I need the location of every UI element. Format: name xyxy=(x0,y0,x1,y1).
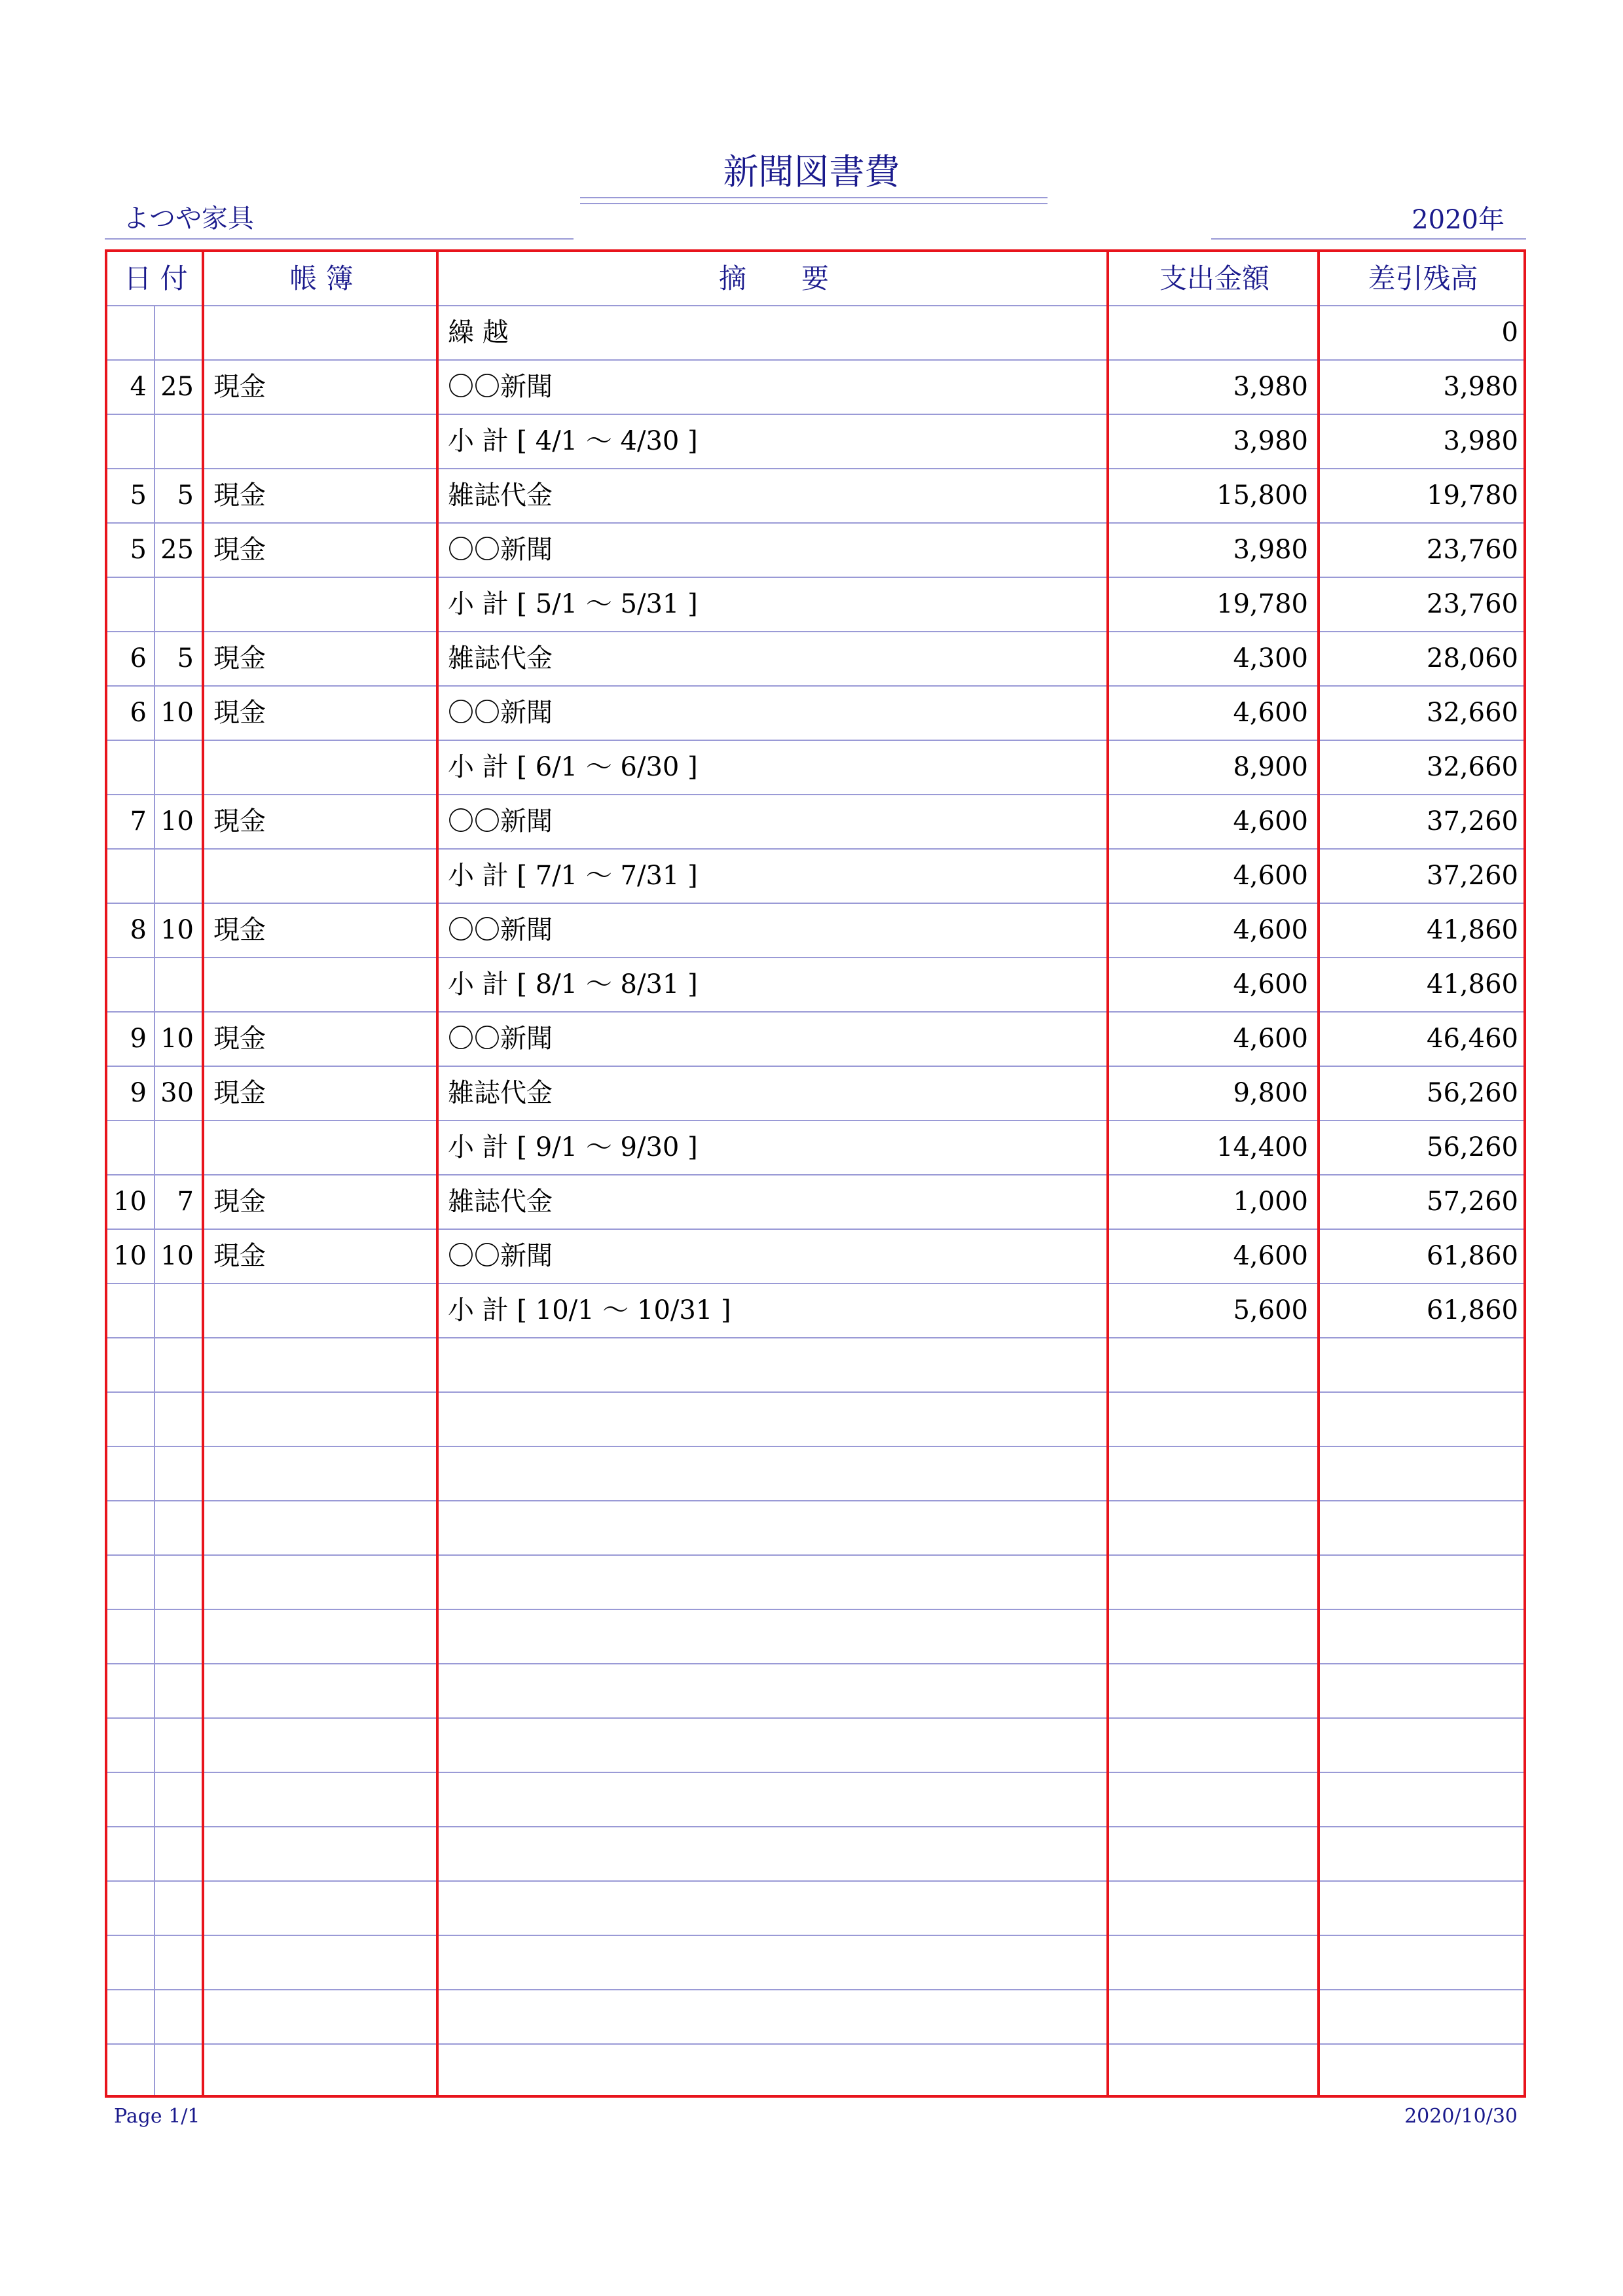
cell-amount xyxy=(1109,1936,1317,1989)
cell-month: 5 xyxy=(130,535,147,565)
cell-amount: 4,600 xyxy=(1233,969,1308,999)
cell-balance xyxy=(1320,1393,1526,1446)
cell-book xyxy=(204,1447,436,1500)
day-divider xyxy=(154,306,155,2095)
cell-balance: 28,060 xyxy=(1427,643,1518,673)
table-row xyxy=(107,958,1523,1013)
cell-amount: 4,300 xyxy=(1233,643,1308,673)
cell-day xyxy=(155,1284,202,1337)
table-row xyxy=(107,578,1523,632)
header-amount: 支出金額 xyxy=(1159,262,1269,295)
cell-book xyxy=(204,1990,436,2043)
cell-book xyxy=(204,306,436,359)
cell-balance: 32,660 xyxy=(1427,752,1518,782)
cell-month xyxy=(107,1882,155,1935)
cell-balance: 37,260 xyxy=(1427,806,1518,836)
cell-day: 10 xyxy=(160,1024,194,1054)
cell-amount xyxy=(1109,1556,1317,1609)
cell-day: 25 xyxy=(160,372,194,402)
table-row xyxy=(107,1556,1523,1610)
cell-balance xyxy=(1320,1556,1526,1609)
cell-balance: 41,860 xyxy=(1427,969,1518,999)
cell-day: 5 xyxy=(177,480,194,511)
cell-amount: 3,980 xyxy=(1233,535,1308,565)
cell-amount xyxy=(1109,306,1317,359)
cell-month: 9 xyxy=(130,1078,147,1108)
cell-description: 小 計 [ 4/1 ～ 4/30 ] xyxy=(448,426,698,456)
table-row xyxy=(107,904,1523,958)
cell-amount xyxy=(1109,1610,1317,1663)
cell-month xyxy=(107,1610,155,1663)
cell-day xyxy=(155,578,202,631)
cell-description: 〇〇新聞 xyxy=(448,372,553,402)
cell-balance: 56,260 xyxy=(1427,1132,1518,1162)
cell-book: 現金 xyxy=(213,1241,266,1271)
cell-balance: 46,460 xyxy=(1427,1024,1518,1054)
cell-month: 6 xyxy=(130,698,147,728)
cell-book xyxy=(204,578,436,631)
cell-day xyxy=(155,1447,202,1500)
table-row xyxy=(107,1393,1523,1447)
cell-balance: 0 xyxy=(1501,317,1518,348)
cell-month xyxy=(107,1719,155,1772)
cell-amount: 4,600 xyxy=(1233,1024,1308,1054)
cell-day xyxy=(155,1827,202,1880)
cell-balance: 61,860 xyxy=(1427,1295,1518,1325)
cell-amount: 4,600 xyxy=(1233,915,1308,945)
print-date: 2020/10/30 xyxy=(1404,2105,1518,2128)
cell-day xyxy=(155,1556,202,1609)
table-row xyxy=(107,1610,1523,1664)
cell-day xyxy=(155,306,202,359)
date-column-divider xyxy=(202,252,204,2095)
cell-balance: 41,860 xyxy=(1427,915,1518,945)
cell-day xyxy=(155,415,202,468)
cell-amount xyxy=(1109,1338,1317,1391)
cell-month xyxy=(107,1338,155,1391)
cell-month xyxy=(107,578,155,631)
cell-month xyxy=(107,1936,155,1989)
cell-description: 雑誌代金 xyxy=(448,480,553,511)
table-row xyxy=(107,1338,1523,1393)
fiscal-year: 2020年 xyxy=(1412,205,1504,235)
cell-book: 現金 xyxy=(213,915,266,945)
cell-day xyxy=(155,1338,202,1391)
cell-balance xyxy=(1320,1664,1526,1717)
cell-balance: 37,260 xyxy=(1427,861,1518,891)
table-row xyxy=(107,632,1523,687)
cell-description xyxy=(439,1393,1108,1446)
table-row xyxy=(107,1447,1523,1501)
cell-amount: 8,900 xyxy=(1233,752,1308,782)
cell-amount: 3,980 xyxy=(1233,426,1308,456)
cell-book xyxy=(204,1719,436,1772)
cell-day xyxy=(155,1501,202,1554)
cell-balance: 19,780 xyxy=(1427,480,1518,511)
cell-amount: 4,600 xyxy=(1233,698,1308,728)
cell-description: 小 計 [ 6/1 ～ 6/30 ] xyxy=(448,752,698,782)
cell-description xyxy=(439,1338,1108,1391)
cell-description: 小 計 [ 10/1 ～ 10/31 ] xyxy=(448,1295,731,1325)
cell-day: 10 xyxy=(160,1241,194,1271)
cell-month: 6 xyxy=(130,643,147,673)
cell-month: 4 xyxy=(130,372,147,402)
table-row xyxy=(107,306,1523,361)
table-row xyxy=(107,1936,1523,1990)
cell-book: 現金 xyxy=(213,535,266,565)
cell-day: 7 xyxy=(177,1187,194,1217)
amount-column-divider xyxy=(1317,252,1320,2095)
cell-month xyxy=(107,958,155,1011)
cell-description xyxy=(439,1827,1108,1880)
cell-balance xyxy=(1320,1610,1526,1663)
table-row xyxy=(107,469,1523,524)
cell-month xyxy=(107,741,155,794)
header-balance: 差引残高 xyxy=(1368,262,1478,295)
cell-book: 現金 xyxy=(213,698,266,728)
table-row xyxy=(107,1175,1523,1230)
cell-day xyxy=(155,1610,202,1663)
company-name: よつや家具 xyxy=(123,204,254,234)
cell-month: 9 xyxy=(130,1024,147,1054)
cell-book xyxy=(204,741,436,794)
cell-description xyxy=(439,1936,1108,1989)
cell-month xyxy=(107,850,155,903)
cell-description: 〇〇新聞 xyxy=(448,806,553,836)
cell-day xyxy=(155,850,202,903)
cell-month: 5 xyxy=(130,480,147,511)
page-title: 新聞図書費 xyxy=(723,151,900,192)
cell-day xyxy=(155,1936,202,1989)
cell-month xyxy=(107,1501,155,1554)
cell-description: 小 計 [ 5/1 ～ 5/31 ] xyxy=(448,589,698,619)
cell-amount xyxy=(1109,1664,1317,1717)
cell-description: 雑誌代金 xyxy=(448,1187,553,1217)
table-row xyxy=(107,1990,1523,2045)
description-column-divider xyxy=(1106,252,1109,2095)
cell-amount xyxy=(1109,1447,1317,1500)
table-row xyxy=(107,795,1523,850)
cell-book: 現金 xyxy=(213,643,266,673)
cell-month: 10 xyxy=(113,1187,147,1217)
header-description: 摘 要 xyxy=(718,262,829,295)
cell-month xyxy=(107,1773,155,1826)
cell-month xyxy=(107,306,155,359)
cell-book xyxy=(204,1827,436,1880)
cell-description: 小 計 [ 7/1 ～ 7/31 ] xyxy=(448,861,698,891)
cell-description: 小 計 [ 9/1 ～ 9/30 ] xyxy=(448,1132,698,1162)
table-row xyxy=(107,1719,1523,1773)
cell-description: 〇〇新聞 xyxy=(448,915,553,945)
cell-month xyxy=(107,1990,155,2043)
table-row xyxy=(107,415,1523,469)
header-book: 帳 簿 xyxy=(289,262,354,295)
cell-description xyxy=(439,1773,1108,1826)
cell-book xyxy=(204,1393,436,1446)
cell-balance xyxy=(1320,1827,1526,1880)
company-underline xyxy=(105,238,574,240)
cell-month xyxy=(107,1121,155,1174)
cell-amount: 3,980 xyxy=(1233,372,1308,402)
cell-book xyxy=(204,1501,436,1554)
cell-description: 雑誌代金 xyxy=(448,643,553,673)
table-row xyxy=(107,687,1523,741)
cell-amount: 4,600 xyxy=(1233,1241,1308,1271)
cell-balance xyxy=(1320,1990,1526,2043)
cell-day xyxy=(155,1121,202,1174)
cell-book: 現金 xyxy=(213,372,266,402)
cell-balance: 23,760 xyxy=(1427,535,1518,565)
cell-balance xyxy=(1320,1501,1526,1554)
cell-balance xyxy=(1320,1773,1526,1826)
cell-amount xyxy=(1109,1501,1317,1554)
cell-amount: 14,400 xyxy=(1216,1132,1308,1162)
cell-description: 小 計 [ 8/1 ～ 8/31 ] xyxy=(448,969,698,999)
book-column-divider xyxy=(436,252,439,2095)
cell-description xyxy=(439,1610,1108,1663)
cell-balance xyxy=(1320,1882,1526,1935)
cell-balance xyxy=(1320,1936,1526,1989)
cell-book xyxy=(204,958,436,1011)
cell-month: 8 xyxy=(130,915,147,945)
table-row xyxy=(107,1773,1523,1827)
cell-amount xyxy=(1109,1990,1317,2043)
cell-balance xyxy=(1320,1447,1526,1500)
year-underline xyxy=(1211,238,1526,240)
cell-day xyxy=(155,1664,202,1717)
page-number: Page 1/1 xyxy=(114,2105,200,2128)
cell-description: 〇〇新聞 xyxy=(448,1241,553,1271)
ledger-table xyxy=(105,249,1526,2098)
cell-description: 繰 越 xyxy=(448,317,509,348)
cell-description xyxy=(439,1664,1108,1717)
table-row xyxy=(107,1121,1523,1175)
title-underline-second xyxy=(580,203,1048,204)
cell-book: 現金 xyxy=(213,480,266,511)
cell-day xyxy=(155,958,202,1011)
cell-amount: 4,600 xyxy=(1233,861,1308,891)
cell-month xyxy=(107,1284,155,1337)
cell-balance: 23,760 xyxy=(1427,589,1518,619)
cell-day: 10 xyxy=(160,806,194,836)
table-row xyxy=(107,1501,1523,1556)
table-row xyxy=(107,524,1523,578)
cell-month: 7 xyxy=(130,806,147,836)
header-date: 日 付 xyxy=(124,262,188,295)
cell-balance xyxy=(1320,1338,1526,1391)
cell-description: 〇〇新聞 xyxy=(448,698,553,728)
cell-amount xyxy=(1109,1773,1317,1826)
table-row xyxy=(107,1013,1523,1067)
cell-amount xyxy=(1109,1827,1317,1880)
cell-description: 雑誌代金 xyxy=(448,1078,553,1108)
cell-amount: 15,800 xyxy=(1216,480,1308,511)
cell-book xyxy=(204,1664,436,1717)
cell-book xyxy=(204,850,436,903)
cell-day xyxy=(155,1990,202,2043)
cell-book xyxy=(204,1338,436,1391)
cell-day: 10 xyxy=(160,698,194,728)
cell-book: 現金 xyxy=(213,1024,266,1054)
table-row xyxy=(107,741,1523,795)
cell-amount: 4,600 xyxy=(1233,806,1308,836)
cell-day xyxy=(155,1719,202,1772)
cell-book: 現金 xyxy=(213,1078,266,1108)
table-row xyxy=(107,361,1523,415)
cell-day xyxy=(155,1773,202,1826)
cell-book: 現金 xyxy=(213,806,266,836)
cell-book xyxy=(204,1882,436,1935)
cell-description xyxy=(439,1719,1108,1772)
title-underline xyxy=(580,197,1048,198)
table-row xyxy=(107,1827,1523,1882)
cell-month: 10 xyxy=(113,1241,147,1271)
table-row xyxy=(107,1284,1523,1338)
cell-book xyxy=(204,1936,436,1989)
cell-balance xyxy=(1320,1719,1526,1772)
cell-book xyxy=(204,1121,436,1174)
cell-month xyxy=(107,1556,155,1609)
cell-book xyxy=(204,1610,436,1663)
cell-month xyxy=(107,1664,155,1717)
cell-amount xyxy=(1109,1882,1317,1935)
cell-amount: 1,000 xyxy=(1233,1187,1308,1217)
cell-day xyxy=(155,741,202,794)
cell-day xyxy=(155,1393,202,1446)
cell-day: 10 xyxy=(160,915,194,945)
cell-amount xyxy=(1109,1719,1317,1772)
cell-description: 〇〇新聞 xyxy=(448,535,553,565)
table-row xyxy=(107,1067,1523,1121)
cell-book: 現金 xyxy=(213,1187,266,1217)
cell-book xyxy=(204,1773,436,1826)
cell-book xyxy=(204,1284,436,1337)
cell-balance: 32,660 xyxy=(1427,698,1518,728)
cell-amount: 9,800 xyxy=(1233,1078,1308,1108)
cell-month xyxy=(107,415,155,468)
cell-balance: 57,260 xyxy=(1427,1187,1518,1217)
cell-month xyxy=(107,1393,155,1446)
table-row xyxy=(107,1882,1523,1936)
cell-description xyxy=(439,1556,1108,1609)
cell-description xyxy=(439,1501,1108,1554)
cell-description: 〇〇新聞 xyxy=(448,1024,553,1054)
cell-description xyxy=(439,1882,1108,1935)
cell-month xyxy=(107,1447,155,1500)
table-row xyxy=(107,850,1523,904)
table-row xyxy=(107,1664,1523,1719)
cell-day: 30 xyxy=(160,1078,194,1108)
cell-description xyxy=(439,1990,1108,2043)
cell-balance: 61,860 xyxy=(1427,1241,1518,1271)
cell-day: 5 xyxy=(177,643,194,673)
table-row xyxy=(107,1230,1523,1284)
cell-day xyxy=(155,1882,202,1935)
cell-balance: 56,260 xyxy=(1427,1078,1518,1108)
cell-day: 25 xyxy=(160,535,194,565)
table-header-row xyxy=(107,252,1523,306)
cell-month xyxy=(107,1827,155,1880)
cell-description xyxy=(439,1447,1108,1500)
cell-book xyxy=(204,1556,436,1609)
cell-balance: 3,980 xyxy=(1443,372,1518,402)
cell-balance: 3,980 xyxy=(1443,426,1518,456)
cell-book xyxy=(204,415,436,468)
cell-amount: 5,600 xyxy=(1233,1295,1308,1325)
cell-amount xyxy=(1109,1393,1317,1446)
cell-amount: 19,780 xyxy=(1216,589,1308,619)
